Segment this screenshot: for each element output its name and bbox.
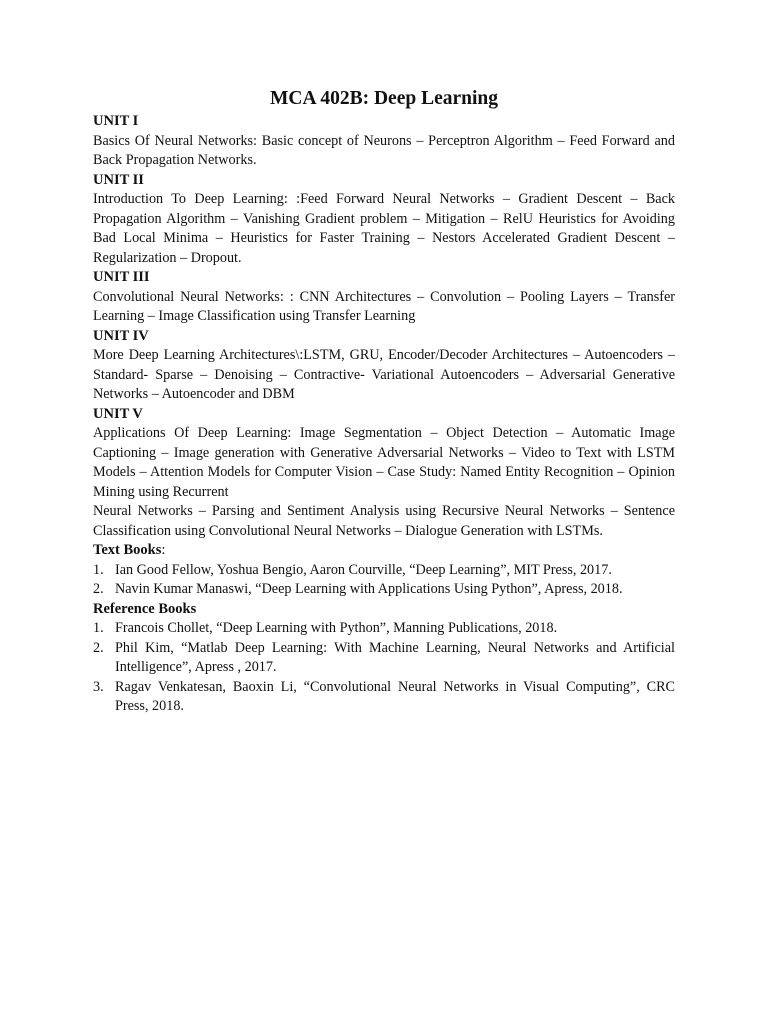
book-citation: Francois Chollet, “Deep Learning with Python”, Manning Publications, 2018. xyxy=(115,620,558,636)
list-item xyxy=(93,639,675,678)
unit-heading: UNIT V xyxy=(93,405,143,422)
unit-heading: UNIT II xyxy=(93,171,144,188)
unit-description: Introduction To Deep Learning: :Feed Forward Neural Networks – Gradient Descent – Back Propagation Algorithm – Vanishing Gradient problem – Mitigation – RelU Heuristics for Avoiding Bad Local Minima – Heuristics for Faster Training – Nestors Accelerated Gradient Descent – Regularization – Dropout. xyxy=(93,191,675,266)
text-books-heading xyxy=(93,541,675,561)
list-number: 1. xyxy=(93,620,104,636)
list-number: 2. xyxy=(93,639,104,656)
list-number: 2. xyxy=(93,581,104,597)
unit-heading: UNIT IV xyxy=(93,327,149,344)
unit-description: Convolutional Neural Networks: : CNN Architectures – Convolution – Pooling Layers – Transfer Learning – Image Classification using Transfer Learning xyxy=(93,288,675,324)
unit-heading: UNIT III xyxy=(93,269,150,285)
book-citation: Phil Kim, “Matlab Deep Learning: With Machine Learning, Neural Networks and Artificial Intelligence”, Apress , 2017. xyxy=(115,639,675,675)
unit-heading: UNIT I xyxy=(93,113,139,129)
text-books-section xyxy=(93,541,675,600)
unit-4-section xyxy=(93,327,675,405)
list-number: 3. xyxy=(93,678,104,695)
book-citation: Ian Good Fellow, Yoshua Bengio, Aaron Courville, “Deep Learning”, MIT Press, 2017. xyxy=(115,561,612,578)
book-citation: Ragav Venkatesan, Baoxin Li, “Convolutional Neural Networks in Visual Computing”, CRC Press, 2018. xyxy=(115,678,675,714)
list-number: 1. xyxy=(93,561,104,578)
text-books-heading-label: Text Books xyxy=(93,542,162,558)
unit-2-section xyxy=(93,171,675,269)
book-citation: Navin Kumar Manaswi, “Deep Learning with Applications Using Python”, Apress, 2018. xyxy=(115,581,623,597)
list-item xyxy=(93,678,675,717)
reference-books-list xyxy=(93,619,675,717)
page-title: MCA 402B: Deep Learning xyxy=(269,88,499,109)
unit-description: More Deep Learning Architectures\:LSTM, GRU, Encoder/Decoder Architectures – Autoencoders – Standard- Sparse – Denoising – Contractive- Variational Autoencoders – Adversarial Generative Networks – Autoencoder and DBM xyxy=(93,347,675,402)
list-item xyxy=(93,561,675,581)
syllabus-page xyxy=(93,86,675,717)
unit-1-section xyxy=(93,112,675,171)
unit-3-section xyxy=(93,268,675,327)
reference-books-heading: Reference Books xyxy=(93,600,197,617)
unit-description-continued: Neural Networks – Parsing and Sentiment Analysis using Recursive Neural Networks – Sentence Classification using Convolutional Neural Networks – Dialogue Generation with LSTMs. xyxy=(93,503,675,539)
list-item xyxy=(93,580,675,600)
text-books-heading-colon: : xyxy=(161,542,166,558)
text-books-list xyxy=(93,561,675,600)
reference-books-section xyxy=(93,600,675,717)
unit-5-section xyxy=(93,405,675,542)
unit-description: Basics Of Neural Networks: Basic concept of Neurons – Perceptron Algorithm – Feed Forward and Back Propagation Networks. xyxy=(93,132,675,168)
unit-description: Applications Of Deep Learning: Image Segmentation – Object Detection – Automatic Image Captioning – Image generation with Generative Adversarial Networks – Video to Text with LSTM Models – Attention Models for Computer Vision – Case Study: Named Entity Recognition – Opinion Mining using Recurrent xyxy=(93,425,675,500)
list-item xyxy=(93,619,675,639)
